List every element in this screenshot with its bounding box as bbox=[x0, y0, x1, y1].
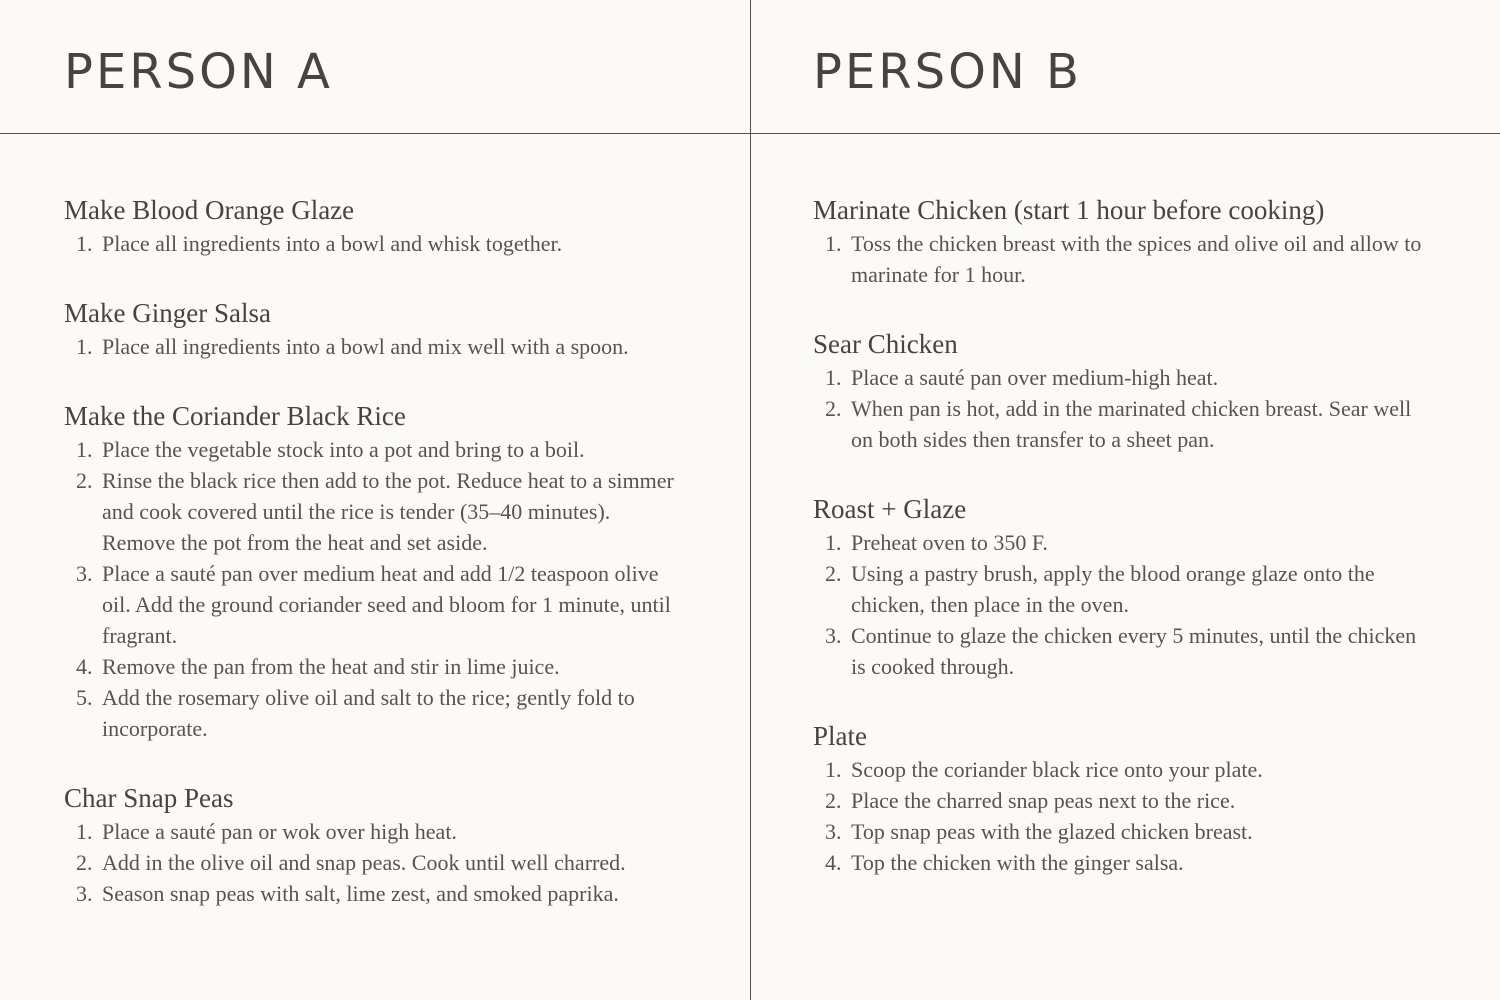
step-item bbox=[813, 228, 1433, 290]
step-number: 1. bbox=[825, 365, 842, 390]
step-text: Continue to glaze the chicken every 5 minutes, until the chicken is cooked through. bbox=[851, 623, 1417, 679]
section-title: Roast + Glaze bbox=[813, 494, 967, 524]
step-item bbox=[813, 620, 1433, 682]
step-number: 1. bbox=[825, 231, 842, 256]
step-item bbox=[64, 816, 684, 847]
step-item bbox=[64, 465, 684, 558]
step-list bbox=[64, 228, 684, 259]
step-number: 5. bbox=[76, 685, 93, 710]
step-item bbox=[813, 754, 1433, 785]
step-item bbox=[813, 393, 1433, 455]
step-number: 2. bbox=[825, 561, 842, 586]
recipe-section bbox=[813, 491, 1433, 682]
step-text: Add in the olive oil and snap peas. Cook until well charred. bbox=[102, 850, 626, 875]
step-item bbox=[64, 228, 684, 259]
section-title: Make Ginger Salsa bbox=[64, 298, 271, 328]
step-list bbox=[813, 527, 1433, 682]
step-number: 3. bbox=[76, 561, 93, 586]
step-number: 2. bbox=[76, 468, 93, 493]
step-item bbox=[813, 558, 1433, 620]
step-item bbox=[813, 527, 1433, 558]
person-a-title: PERSON A bbox=[64, 44, 333, 100]
step-item bbox=[64, 331, 684, 362]
step-text: Add the rosemary olive oil and salt to the rice; gently fold to incorporate. bbox=[102, 685, 635, 741]
column-divider bbox=[750, 0, 751, 1000]
step-number: 3. bbox=[825, 623, 842, 648]
step-number: 3. bbox=[76, 881, 93, 906]
step-number: 3. bbox=[825, 819, 842, 844]
step-text: Using a pastry brush, apply the blood orange glaze onto the chicken, then place in the oven. bbox=[851, 561, 1375, 617]
step-number: 2. bbox=[76, 850, 93, 875]
section-title: Marinate Chicken (start 1 hour before cooking) bbox=[813, 195, 1325, 225]
recipe-section bbox=[64, 398, 684, 744]
step-list bbox=[813, 754, 1433, 878]
step-item bbox=[64, 434, 684, 465]
step-text: Scoop the coriander black rice onto your plate. bbox=[851, 757, 1263, 782]
step-text: Top the chicken with the ginger salsa. bbox=[851, 850, 1184, 875]
step-text: Place the vegetable stock into a pot and bring to a boil. bbox=[102, 437, 585, 462]
step-text: Top snap peas with the glazed chicken breast. bbox=[851, 819, 1253, 844]
step-text: Place a sauté pan or wok over high heat. bbox=[102, 819, 457, 844]
person-b-title: PERSON B bbox=[813, 44, 1082, 100]
step-item bbox=[64, 878, 684, 909]
step-list bbox=[64, 816, 684, 909]
step-number: 1. bbox=[76, 437, 93, 462]
recipe-section bbox=[64, 192, 684, 259]
step-text: When pan is hot, add in the marinated chicken breast. Sear well on both sides then transfer to a sheet pan. bbox=[851, 396, 1412, 452]
step-item bbox=[64, 651, 684, 682]
step-item bbox=[64, 682, 684, 744]
step-number: 1. bbox=[76, 819, 93, 844]
section-title: Sear Chicken bbox=[813, 329, 958, 359]
recipe-section bbox=[64, 295, 684, 362]
section-title: Plate bbox=[813, 721, 867, 751]
step-text: Remove the pan from the heat and stir in lime juice. bbox=[102, 654, 560, 679]
step-text: Place a sauté pan over medium heat and add 1/2 teaspoon olive oil. Add the ground coriander seed and bloom for 1 minute, until fragrant. bbox=[102, 561, 671, 648]
step-number: 1. bbox=[76, 334, 93, 359]
step-number: 1. bbox=[825, 757, 842, 782]
step-item bbox=[813, 847, 1433, 878]
step-list bbox=[64, 331, 684, 362]
step-text: Rinse the black rice then add to the pot. Reduce heat to a simmer and cook covered until the rice is tender (35–40 minutes). Remove the pot from the heat and set aside. bbox=[102, 468, 674, 555]
step-number: 4. bbox=[76, 654, 93, 679]
step-number: 2. bbox=[825, 396, 842, 421]
step-number: 1. bbox=[76, 231, 93, 256]
step-text: Place the charred snap peas next to the rice. bbox=[851, 788, 1236, 813]
recipe-section bbox=[813, 192, 1433, 290]
step-number: 2. bbox=[825, 788, 842, 813]
step-list bbox=[813, 362, 1433, 455]
section-title: Make the Coriander Black Rice bbox=[64, 401, 406, 431]
step-item bbox=[64, 847, 684, 878]
header-divider bbox=[0, 133, 1500, 134]
step-text: Place a sauté pan over medium-high heat. bbox=[851, 365, 1219, 390]
recipe-section bbox=[813, 326, 1433, 455]
person-a-sections bbox=[64, 192, 684, 945]
step-text: Preheat oven to 350 F. bbox=[851, 530, 1048, 555]
recipe-section bbox=[64, 780, 684, 909]
section-title: Make Blood Orange Glaze bbox=[64, 195, 355, 225]
recipe-section bbox=[813, 718, 1433, 878]
step-item bbox=[813, 362, 1433, 393]
section-title: Char Snap Peas bbox=[64, 783, 234, 813]
step-number: 4. bbox=[825, 850, 842, 875]
step-text: Toss the chicken breast with the spices and olive oil and allow to marinate for 1 hour. bbox=[851, 231, 1422, 287]
step-text: Place all ingredients into a bowl and whisk together. bbox=[102, 231, 563, 256]
step-item bbox=[64, 558, 684, 651]
step-text: Place all ingredients into a bowl and mix well with a spoon. bbox=[102, 334, 629, 359]
step-list bbox=[813, 228, 1433, 290]
step-item bbox=[813, 785, 1433, 816]
step-list bbox=[64, 434, 684, 744]
person-b-sections bbox=[813, 192, 1433, 914]
step-item bbox=[813, 816, 1433, 847]
step-number: 1. bbox=[825, 530, 842, 555]
step-text: Season snap peas with salt, lime zest, and smoked paprika. bbox=[102, 881, 619, 906]
